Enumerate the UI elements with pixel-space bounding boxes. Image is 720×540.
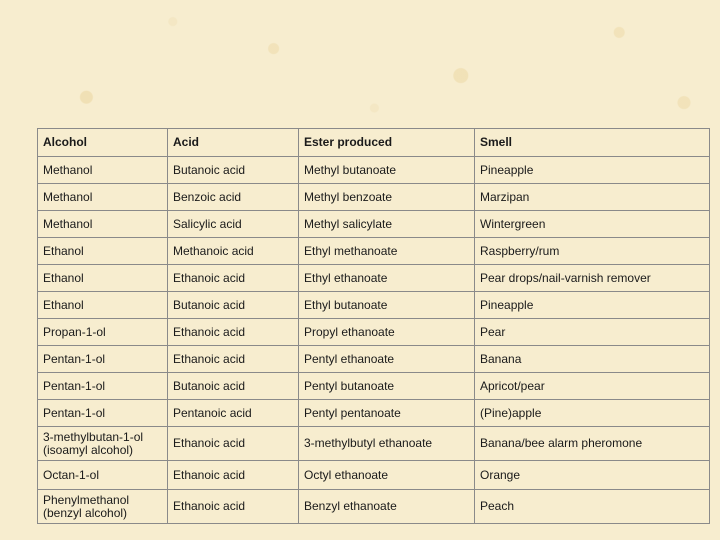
- alcohol-common-name: (isoamyl alcohol): [43, 442, 134, 457]
- cell-smell: Apricot/pear: [475, 373, 710, 400]
- cell-ester: Ethyl methanoate: [299, 238, 475, 265]
- alcohol-name: Phenylmethanol: [43, 492, 130, 507]
- table-row: [38, 461, 710, 490]
- cell-acid: Salicylic acid: [168, 211, 299, 238]
- cell-smell: Raspberry/rum: [475, 238, 710, 265]
- cell-ester: Pentyl ethanoate: [299, 346, 475, 373]
- cell-smell: Pineapple: [475, 157, 710, 184]
- cell-acid: Benzoic acid: [168, 184, 299, 211]
- cell-alcohol: Ethanol: [38, 238, 168, 265]
- header-ester-produced: Ester produced: [299, 129, 475, 157]
- ester-table: [37, 128, 710, 524]
- cell-alcohol: Methanol: [38, 184, 168, 211]
- cell-acid: Methanoic acid: [168, 238, 299, 265]
- cell-smell: Pear drops/nail-varnish remover: [475, 265, 710, 292]
- cell-smell: Pear: [475, 319, 710, 346]
- cell-smell: Wintergreen: [475, 211, 710, 238]
- cell-alcohol: Propan-1-ol: [38, 319, 168, 346]
- table-row: [38, 184, 710, 211]
- cell-smell: Peach: [475, 490, 710, 524]
- cell-alcohol: Pentan-1-ol: [38, 400, 168, 427]
- cell-ester: Ethyl butanoate: [299, 292, 475, 319]
- cell-ester: Benzyl ethanoate: [299, 490, 475, 524]
- cell-alcohol: Pentan-1-ol: [38, 346, 168, 373]
- table-row: [38, 373, 710, 400]
- table-row: [38, 400, 710, 427]
- cell-smell: Pineapple: [475, 292, 710, 319]
- cell-acid: Ethanoic acid: [168, 265, 299, 292]
- ester-table-container: [37, 128, 709, 524]
- cell-acid: Butanoic acid: [168, 373, 299, 400]
- cell-ester: Ethyl ethanoate: [299, 265, 475, 292]
- cell-ester: Pentyl pentanoate: [299, 400, 475, 427]
- cell-acid: Ethanoic acid: [168, 461, 299, 490]
- cell-ester: Octyl ethanoate: [299, 461, 475, 490]
- table-row: [38, 238, 710, 265]
- cell-alcohol: [38, 490, 168, 524]
- table-row: [38, 211, 710, 238]
- table-row: [38, 427, 710, 461]
- cell-smell: Banana: [475, 346, 710, 373]
- cell-ester: Methyl benzoate: [299, 184, 475, 211]
- cell-alcohol: [38, 427, 168, 461]
- cell-acid: Ethanoic acid: [168, 319, 299, 346]
- header-smell: Smell: [475, 129, 710, 157]
- table-row: [38, 292, 710, 319]
- table-row: [38, 346, 710, 373]
- cell-acid: Ethanoic acid: [168, 490, 299, 524]
- cell-smell: Banana/bee alarm pheromone: [475, 427, 710, 461]
- cell-alcohol: Methanol: [38, 157, 168, 184]
- alcohol-common-name: (benzyl alcohol): [43, 505, 128, 520]
- cell-alcohol: Methanol: [38, 211, 168, 238]
- cell-alcohol: Ethanol: [38, 265, 168, 292]
- cell-smell: Orange: [475, 461, 710, 490]
- cell-acid: Ethanoic acid: [168, 427, 299, 461]
- cell-smell: Marzipan: [475, 184, 710, 211]
- alcohol-name: 3-methylbutan-1-ol: [43, 429, 144, 444]
- header-alcohol: Alcohol: [38, 129, 168, 157]
- table-row: [38, 265, 710, 292]
- header-acid: Acid: [168, 129, 299, 157]
- table-row: [38, 157, 710, 184]
- cell-ester: Propyl ethanoate: [299, 319, 475, 346]
- cell-alcohol: Ethanol: [38, 292, 168, 319]
- table-row: [38, 319, 710, 346]
- cell-acid: Butanoic acid: [168, 292, 299, 319]
- cell-acid: Pentanoic acid: [168, 400, 299, 427]
- cell-acid: Ethanoic acid: [168, 346, 299, 373]
- cell-ester: Methyl butanoate: [299, 157, 475, 184]
- cell-ester: Methyl salicylate: [299, 211, 475, 238]
- cell-alcohol: Octan-1-ol: [38, 461, 168, 490]
- table-header-row: [38, 129, 710, 157]
- cell-smell: (Pine)apple: [475, 400, 710, 427]
- cell-alcohol: Pentan-1-ol: [38, 373, 168, 400]
- cell-ester: Pentyl butanoate: [299, 373, 475, 400]
- cell-acid: Butanoic acid: [168, 157, 299, 184]
- table-row: [38, 490, 710, 524]
- cell-ester: 3-methylbutyl ethanoate: [299, 427, 475, 461]
